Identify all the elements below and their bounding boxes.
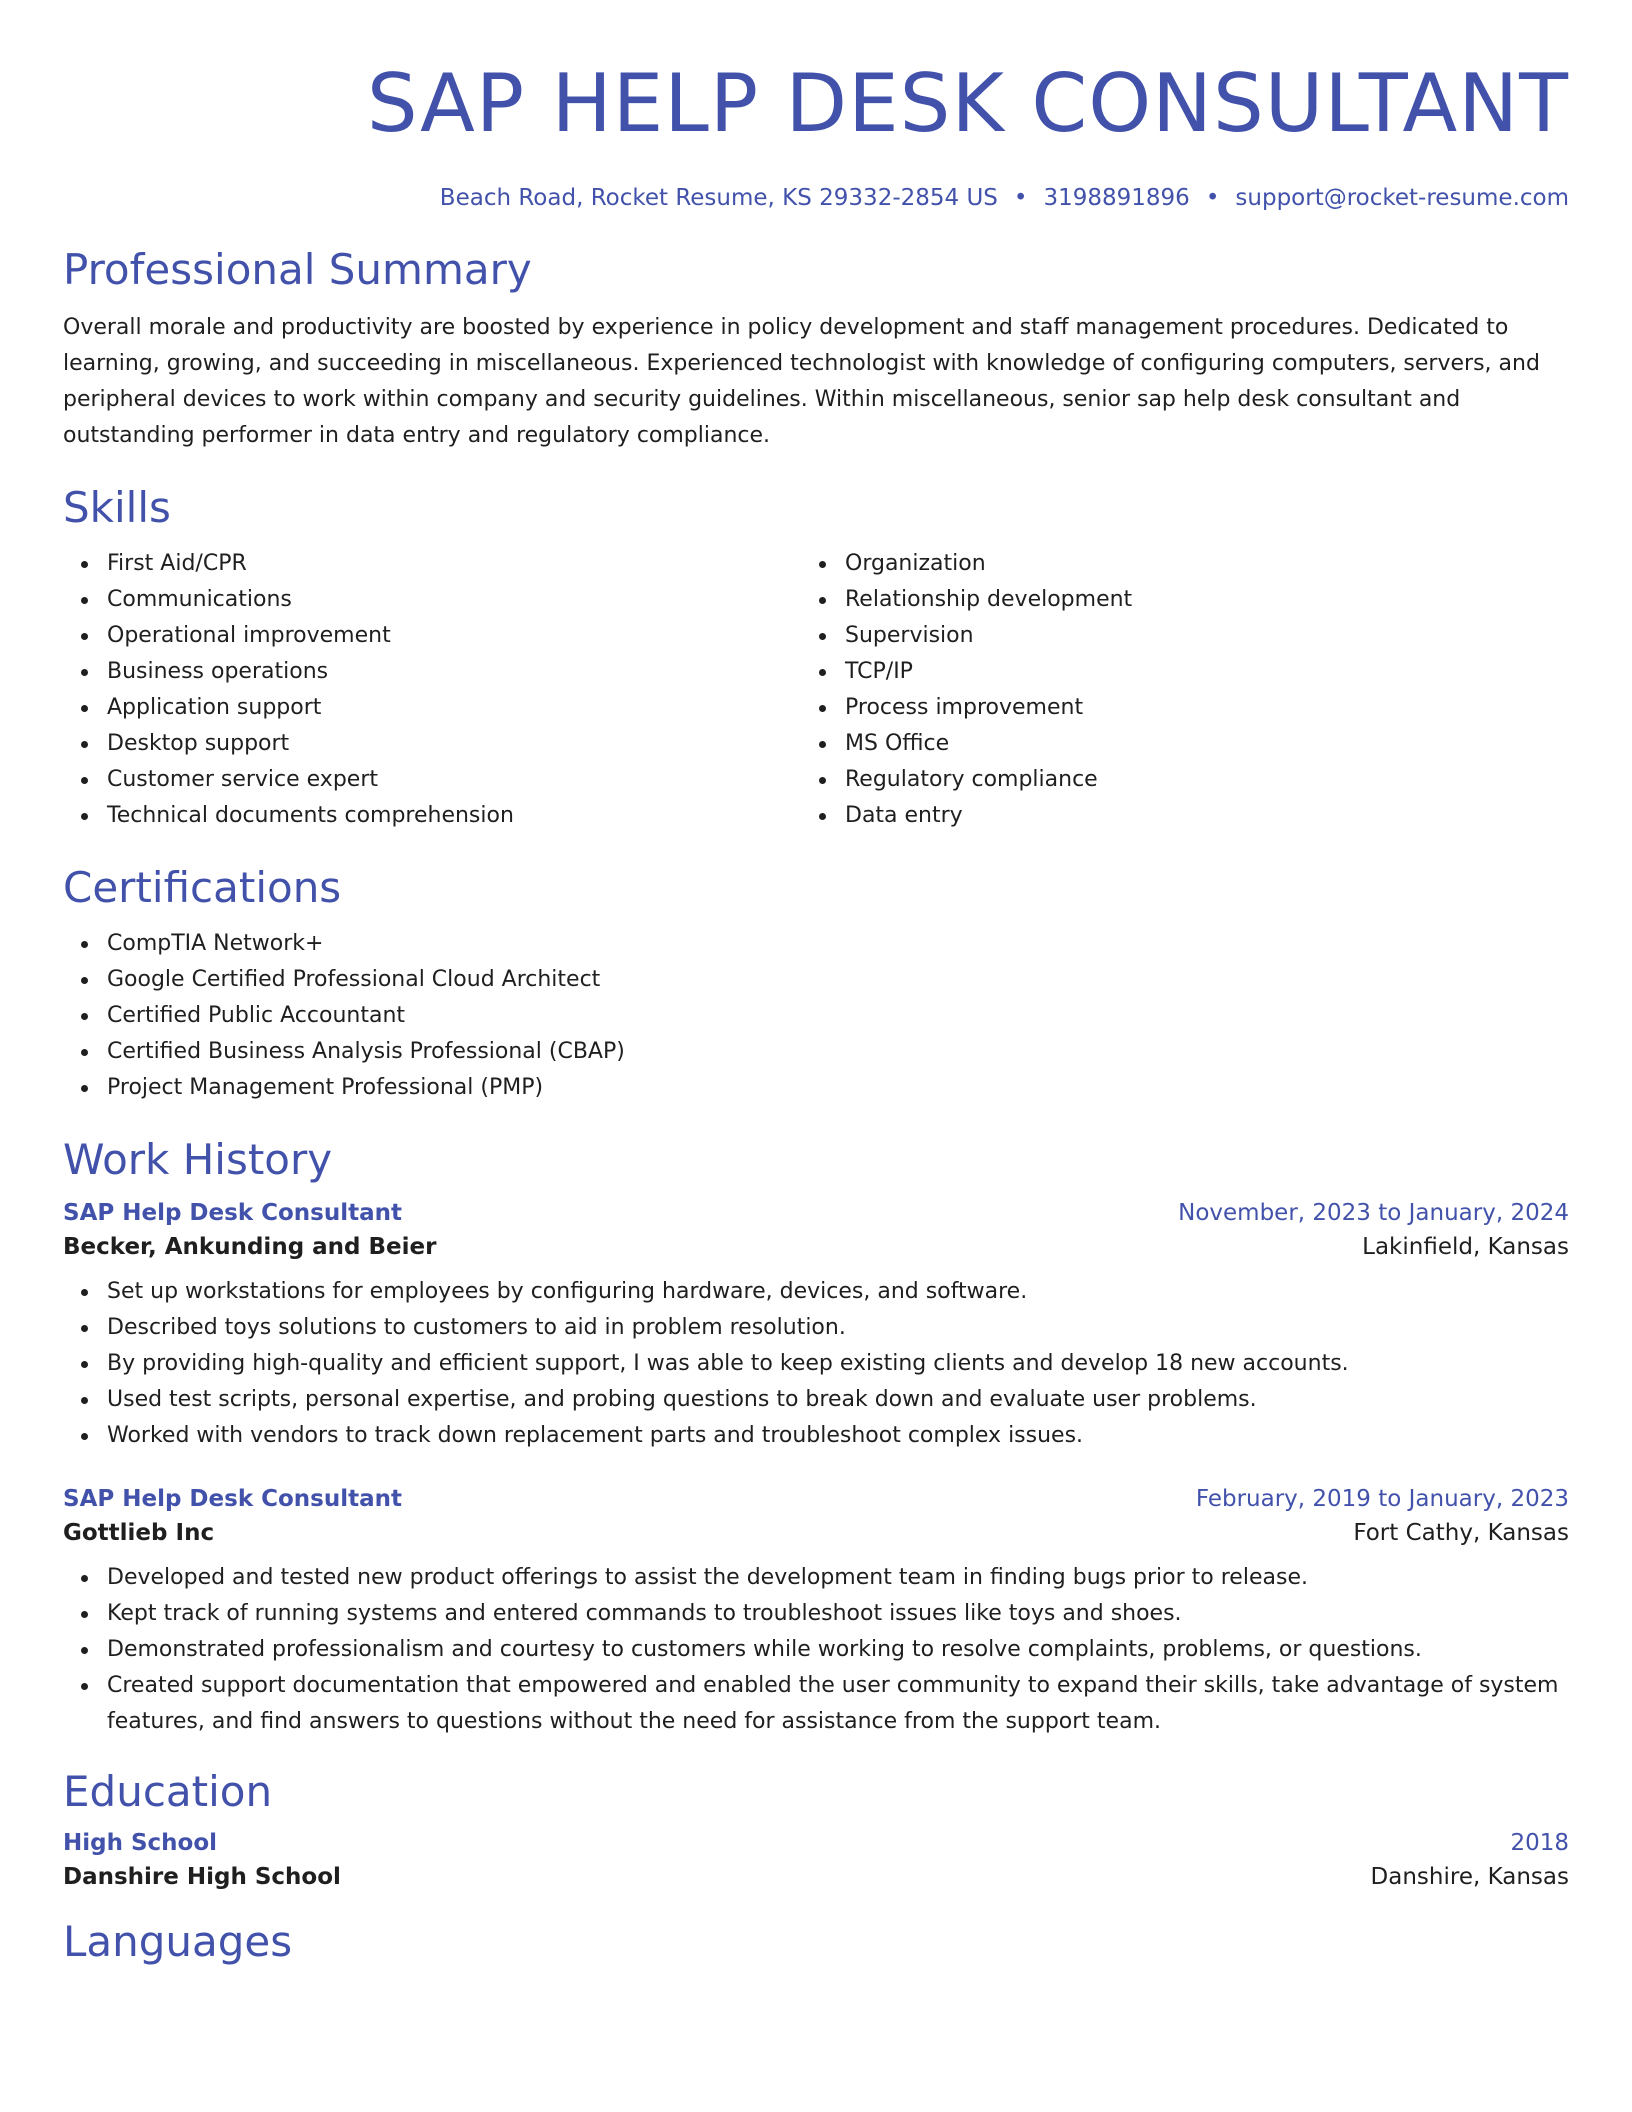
contact-line <box>63 184 1569 212</box>
languages-heading: Languages <box>63 1917 293 1966</box>
candidate-name: SAP HELP DESK CONSULTANT <box>366 57 1569 150</box>
company-name: Gottlieb Inc <box>63 1520 215 1546</box>
address: Beach Road, Rocket Resume, KS 29332-2854 US <box>439 185 998 211</box>
school-location: Danshire, Kansas <box>1370 1864 1569 1890</box>
job-location: Lakinfield, Kansas <box>1362 1234 1569 1260</box>
job-dates: February, 2019 to January, 2023 <box>1195 1486 1569 1512</box>
skill-item: Relationship development <box>845 582 1539 618</box>
skill-item: Technical documents comprehension <box>107 798 801 834</box>
skill-item: TCP/IP <box>845 654 1539 690</box>
phone[interactable]: 3198891896 <box>1043 185 1190 211</box>
job-entry <box>63 1486 1569 1740</box>
email-link[interactable]: support@rocket-resume.com <box>1235 185 1569 211</box>
skill-item: Regulatory compliance <box>845 762 1539 798</box>
education-entry <box>63 1830 1569 1890</box>
skills-heading: Skills <box>63 483 171 532</box>
separator-dot: • <box>1205 185 1220 211</box>
job-subheader <box>63 1234 1569 1260</box>
job-bullet: Set up workstations for employees by configuring hardware, devices, and software. <box>107 1274 1569 1310</box>
skill-item: Supervision <box>845 618 1539 654</box>
job-location: Fort Cathy, Kansas <box>1353 1520 1569 1546</box>
skill-item: Business operations <box>107 654 801 690</box>
certifications-heading: Certifications <box>63 863 342 912</box>
certification-item: Project Management Professional (PMP) <box>107 1070 1569 1106</box>
skill-item: Customer service expert <box>107 762 801 798</box>
job-bullet: By providing high-quality and efficient support, I was able to keep existing clients and develop 18 new accounts. <box>107 1346 1569 1382</box>
education-subheader <box>63 1864 1569 1890</box>
job-title: SAP Help Desk Consultant <box>63 1486 403 1512</box>
job-entry <box>63 1200 1569 1454</box>
education-heading: Education <box>63 1767 273 1816</box>
job-subheader <box>63 1520 1569 1546</box>
skill-item: Organization <box>845 546 1539 582</box>
summary-text: Overall morale and productivity are boosted by experience in policy development and staff management procedures. Dedicated to learning, growing, and succeeding in miscellaneous. Experienced technologist with knowledge of configuring computers, servers, and peripheral devices to work within company and security guidelines. Within miscellaneous, senior sap help desk consultant and outstanding performer in data entry and regulatory compliance. <box>63 315 1540 448</box>
job-bullet: Used test scripts, personal expertise, and probing questions to break down and evaluate user problems. <box>107 1382 1569 1418</box>
graduation-year: 2018 <box>1510 1830 1569 1856</box>
job-title: SAP Help Desk Consultant <box>63 1200 403 1226</box>
skill-item: Process improvement <box>845 690 1539 726</box>
company-name: Becker, Ankunding and Beier <box>63 1234 437 1260</box>
skills-column-left <box>63 546 801 834</box>
job-bullet: Kept track of running systems and entered commands to troubleshoot issues like toys and shoes. <box>107 1596 1569 1632</box>
job-header <box>63 1486 1569 1512</box>
job-bullets <box>63 1560 1569 1740</box>
job-bullet: Described toys solutions to customers to aid in problem resolution. <box>107 1310 1569 1346</box>
skill-item: MS Office <box>845 726 1539 762</box>
job-bullet: Worked with vendors to track down replacement parts and troubleshoot complex issues. <box>107 1418 1569 1454</box>
skill-item: Operational improvement <box>107 618 801 654</box>
skill-item: Desktop support <box>107 726 801 762</box>
summary-heading: Professional Summary <box>63 245 532 294</box>
school-name: Danshire High School <box>63 1864 341 1890</box>
job-dates: November, 2023 to January, 2024 <box>1178 1200 1569 1226</box>
job-bullet: Developed and tested new product offerings to assist the development team in finding bugs prior to release. <box>107 1560 1569 1596</box>
certifications-list <box>63 926 1569 1106</box>
skills-grid <box>63 546 1569 834</box>
job-header <box>63 1200 1569 1226</box>
job-bullet: Created support documentation that empowered and enabled the user community to expand their skills, take advantage of system features, and find answers to questions without the need for assistance from the support team. <box>107 1668 1569 1740</box>
skill-item: Application support <box>107 690 801 726</box>
degree: High School <box>63 1830 218 1856</box>
skills-column-right <box>801 546 1539 834</box>
work-history-heading: Work History <box>63 1135 333 1184</box>
certification-item: Certified Business Analysis Professional (CBAP) <box>107 1034 1569 1070</box>
education-header <box>63 1830 1569 1856</box>
skill-item: Data entry <box>845 798 1539 834</box>
skill-item: First Aid/CPR <box>107 546 801 582</box>
job-bullets <box>63 1274 1569 1454</box>
separator-dot: • <box>1013 185 1028 211</box>
certification-item: Google Certified Professional Cloud Architect <box>107 962 1569 998</box>
skill-item: Communications <box>107 582 801 618</box>
certification-item: CompTIA Network+ <box>107 926 1569 962</box>
certification-item: Certified Public Accountant <box>107 998 1569 1034</box>
job-bullet: Demonstrated professionalism and courtesy to customers while working to resolve complaints, problems, or questions. <box>107 1632 1569 1668</box>
